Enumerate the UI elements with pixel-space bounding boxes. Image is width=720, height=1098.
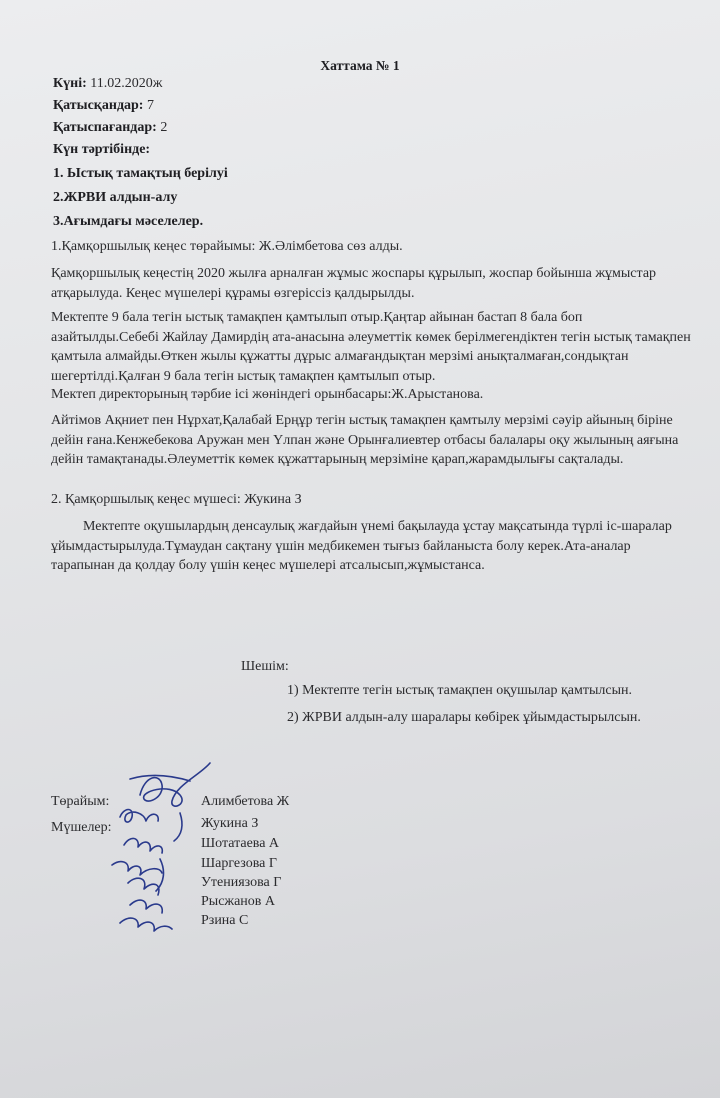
member-name: Шаргезова Г — [201, 856, 277, 871]
chair-label: Төрайым: — [51, 794, 110, 809]
agenda-heading: Күн тәртібінде: — [53, 142, 151, 157]
member-name: Рысжанов А — [201, 894, 276, 909]
member-name: Шотатаева А — [201, 836, 280, 851]
agenda-item: 2.ЖРВИ алдын-алу — [53, 190, 178, 205]
date-value: 11.02.2020ж — [90, 76, 163, 91]
present-value: 7 — [146, 98, 154, 113]
decision-item: 2) ЖРВИ алдын-алу шаралары көбірек ұйымдастырылсын. — [287, 710, 641, 725]
paragraph-health-measures: Мектепте оқушылардың денсаулық жағдайын үнемі бақылауда ұстау мақсатында түрлі іс-шаралар ұйымдастырылуда.Тұмаудан сақтану үшін медбикемен тығыз байланыста болу керек.Ата-аналар тарапынан да қолдау болу үшін кеңес мүшелері атсалысып,жұмыстанса. — [51, 519, 672, 573]
paragraph-chair-speech: 1.Қамқоршылық кеңес төрайымы: Ж.Әлімбетова сөз алды. — [51, 239, 403, 254]
agenda-item: 1. Ыстық тамақтың берілуі — [53, 166, 228, 181]
decision-label: Шешім: — [241, 659, 289, 674]
date-label: Күні: — [53, 76, 87, 91]
present-label: Қатысқандар: — [53, 98, 144, 113]
paragraph-member-speech: 2. Қамқоршылық кеңес мүшесі: Жукина З — [51, 492, 302, 507]
paragraph-work-plan: Қамқоршылық кеңестің 2020 жылға арналған жұмыс жоспары құрылып, жоспар бойынша жұмыстар атқарылуда. Кеңес мүшелері құрамы өзгеріссіз қалдырылды. — [51, 266, 657, 301]
document-title: Хаттама № 1 — [320, 58, 400, 73]
chair-name: Алимбетова Ж — [201, 794, 290, 809]
member-name: Жукина З — [201, 816, 259, 831]
paragraph-hot-meals: Мектепте 9 бала тегін ыстық тамақпен қамтылып отыр.Қаңтар айынан бастап 8 бала боп азайтылды.Себебі Жайлау Дамирдің ата-анасына әлеуметтік көмек берілмегендіктен тегін ыстық тамақпен қамтыла алмайды.Өткен жылы құжатты дұрыс алмағандықтан мерзімі анықталмаған,сондықтан шегертілді.Қалған 9 бала тегін ыстық тамақпен қамтылып отыр. — [51, 310, 691, 384]
member-name: Утениязова Г — [201, 875, 282, 890]
members-label: Мүшелер: — [51, 820, 112, 835]
paragraph-meal-terms: Айтімов Ақниет пен Нұрхат,Қалабай Ерңұр тегін ыстық тамақпен қамтылу мерзімі сәуір айының біріне дейін ғана.Кенжебекова Аружан мен Үлпан және Орынғалиевтер отбасы балалары оқу жылының аяғына дейін тамақтанады.Әлеуметтік көмек құжаттарының мерзіміне қарап,жарамдылығы сақталады. — [51, 413, 679, 467]
absent-label: Қатыспағандар: — [53, 120, 157, 135]
agenda-item: 3.Ағымдағы мәселелер. — [53, 214, 204, 229]
date-line — [53, 76, 162, 92]
absent-value: 2 — [160, 120, 168, 135]
absent-line — [53, 120, 167, 136]
paragraph-deputy-director: Мектеп директорының тәрбие ісі жөніндегі орынбасары:Ж.Арыстанова. — [51, 387, 484, 402]
member-name: Рзина С — [201, 913, 249, 928]
present-line — [53, 98, 154, 114]
decision-item: 1) Мектепте тегін ыстық тамақпен оқушылар қамтылсын. — [287, 683, 632, 698]
